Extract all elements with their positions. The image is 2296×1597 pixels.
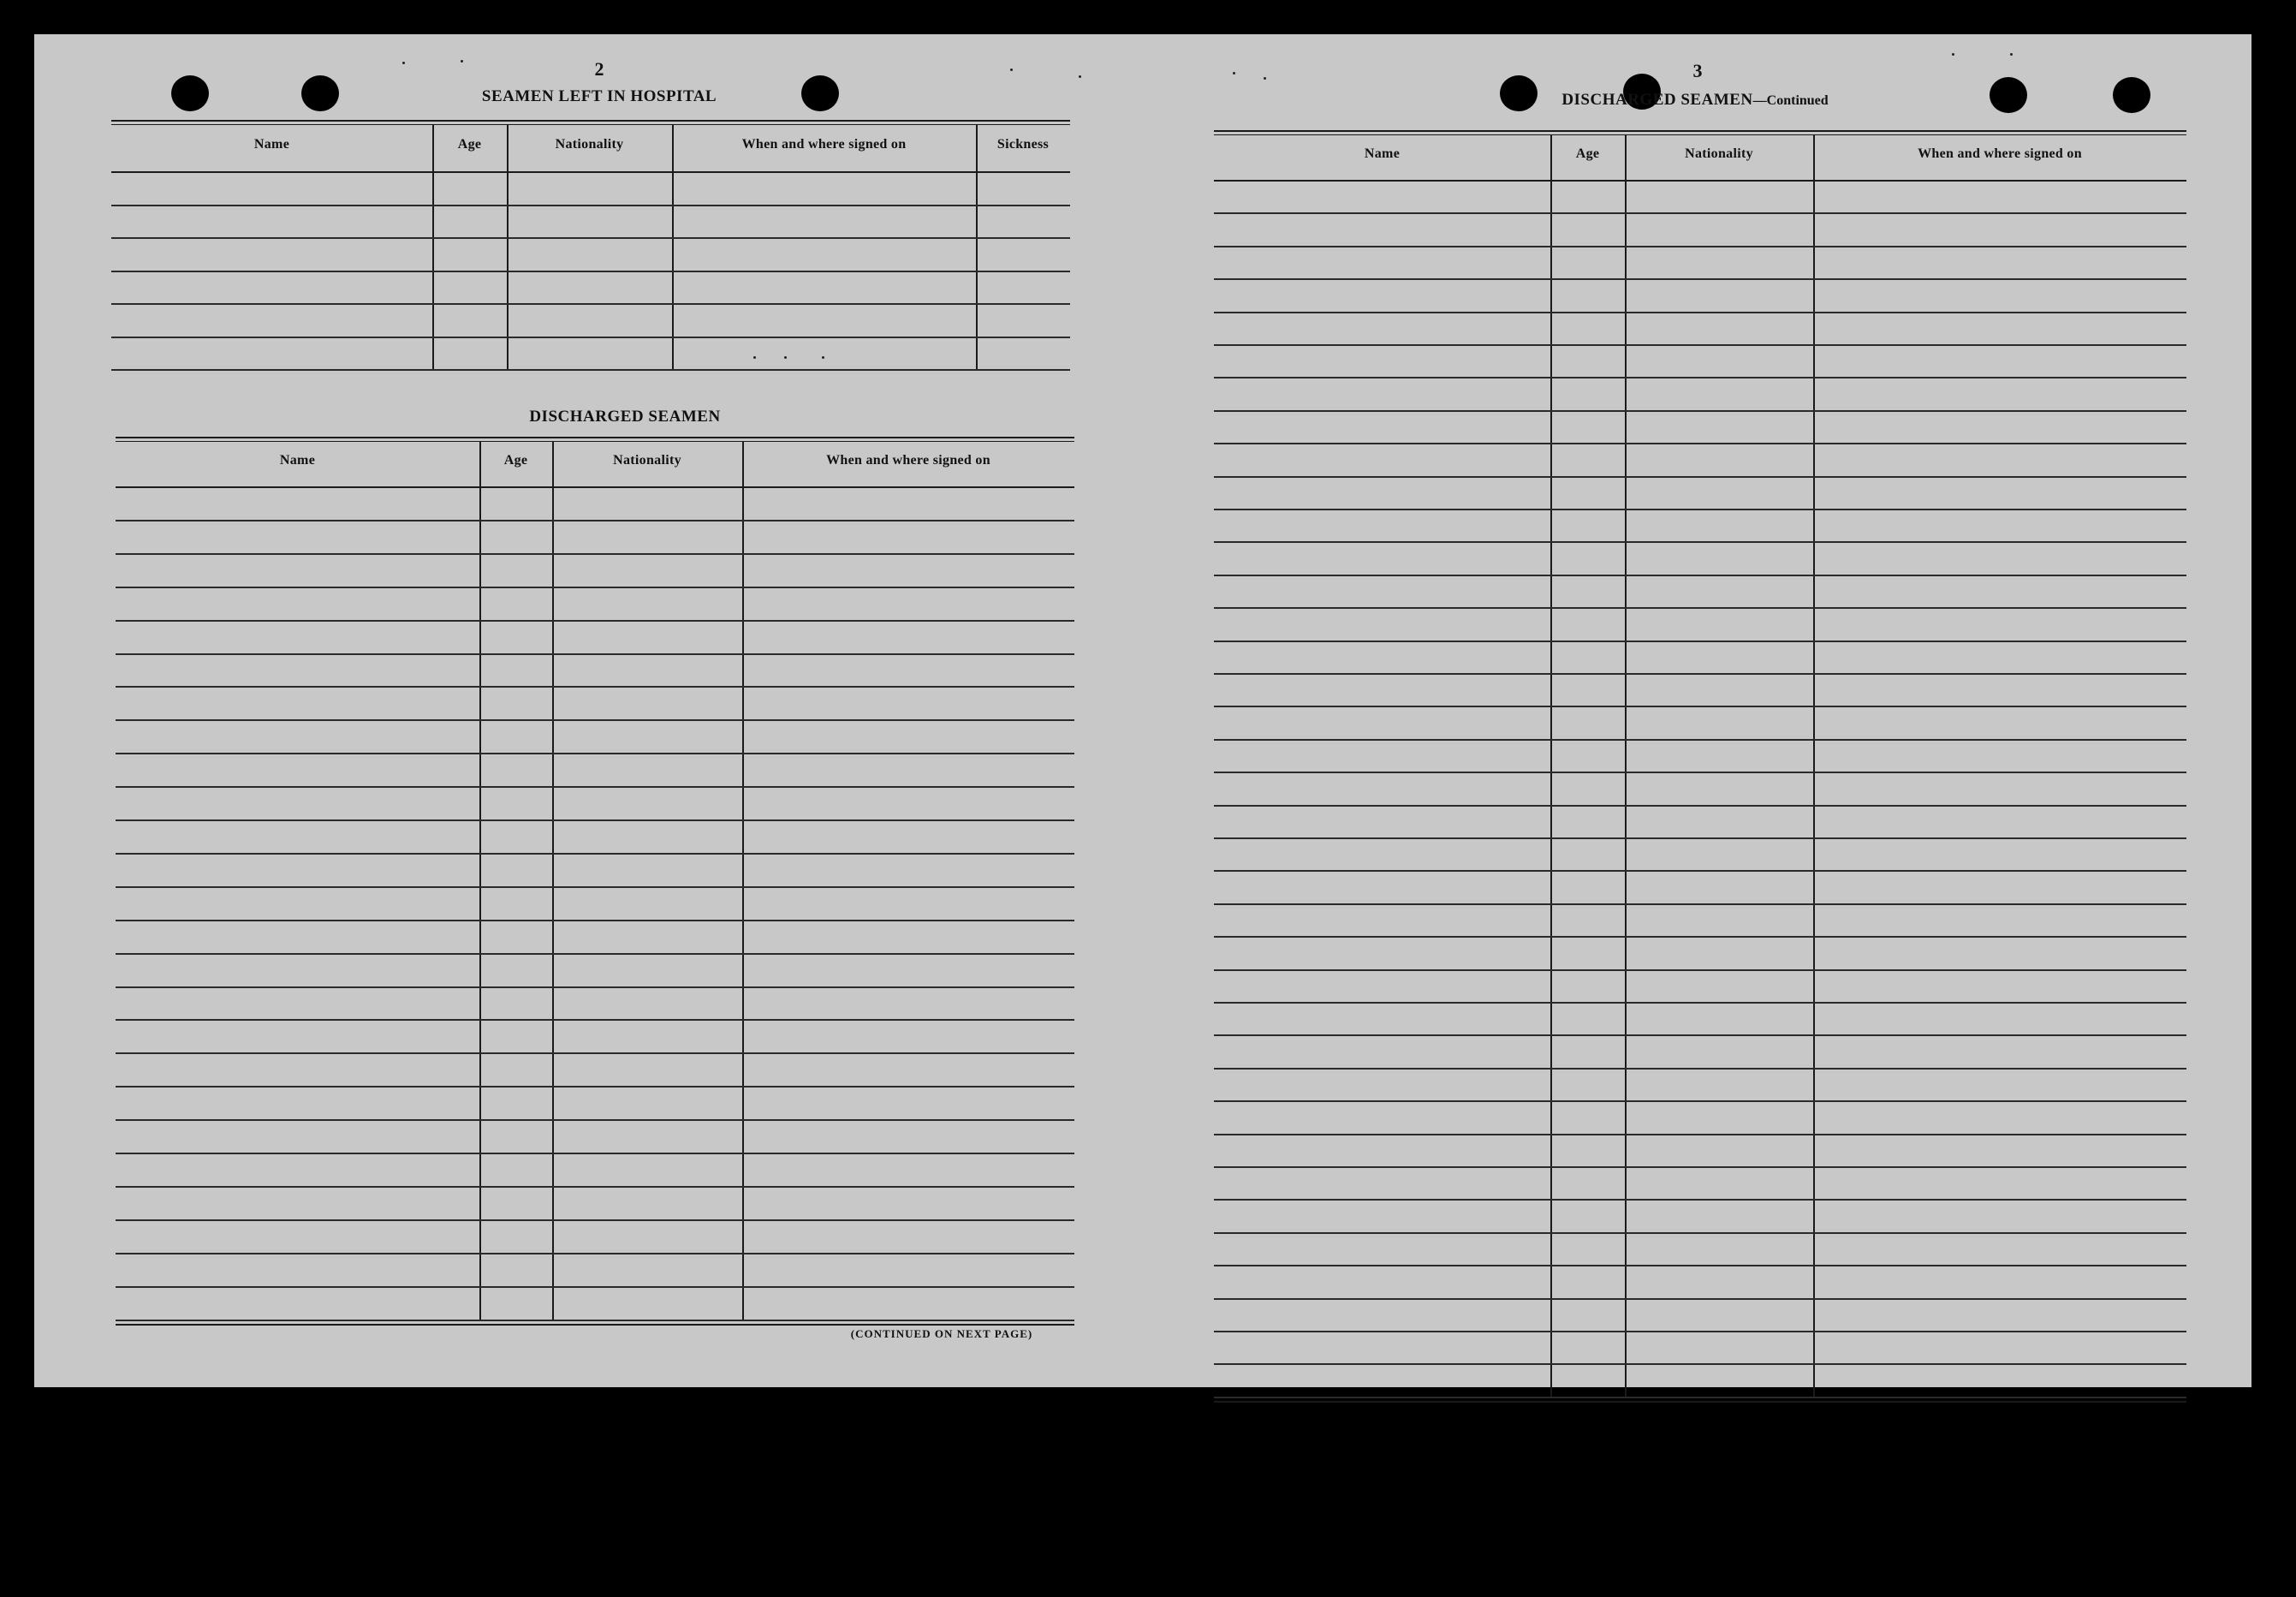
scan-speck (461, 60, 463, 63)
table-row (1214, 1363, 2186, 1365)
scan-speck (1010, 69, 1013, 71)
table-row (1214, 870, 2186, 872)
table-row (116, 553, 1074, 555)
table-row (1214, 1232, 2186, 1234)
page-number-left: 2 (594, 58, 604, 80)
scan-speck (1952, 53, 1954, 56)
table-row (116, 753, 1074, 754)
table-row (1214, 575, 2186, 576)
table-row (1214, 312, 2186, 313)
hospital-table (111, 120, 1070, 394)
table-row (116, 1086, 1074, 1088)
column-header-age: Age (503, 453, 528, 468)
table-row (111, 271, 1070, 272)
column-header-when-and-where-signed-on: When and where signed on (826, 453, 990, 468)
column-header-nationality: Nationality (613, 453, 681, 468)
scan-speck (2010, 53, 2013, 56)
table-bottom-rule (1214, 1401, 2186, 1403)
table-bottom-rule (116, 1324, 1074, 1326)
table-row (1214, 772, 2186, 773)
table-row (116, 986, 1074, 988)
scanned-form-sheet (34, 34, 2251, 1387)
table-row (1214, 673, 2186, 675)
table-row (116, 1052, 1074, 1054)
table-row (116, 620, 1074, 622)
punch-hole (2113, 77, 2150, 113)
table-row (116, 587, 1074, 588)
column-header-sickness: Sickness (996, 137, 1050, 152)
table-top-rule-inner (1214, 134, 2186, 135)
table-row (116, 853, 1074, 855)
table-row (1214, 969, 2186, 971)
table-row (116, 686, 1074, 688)
discharged-continued-heading-text: DISCHARGED SEAMEN (1561, 91, 1753, 109)
header-rule (1214, 180, 2186, 182)
discharged-continued-table (1214, 130, 2186, 1320)
discharged-section-heading: DISCHARGED SEAMEN (529, 408, 721, 426)
table-row (1214, 739, 2186, 741)
table-top-rule (1214, 130, 2186, 132)
table-row (116, 1320, 1074, 1321)
table-row (1214, 1002, 2186, 1004)
header-rule (111, 171, 1070, 173)
scan-speck (1264, 77, 1266, 80)
scan-speck (402, 62, 405, 64)
table-row (1214, 541, 2186, 543)
table-row (1214, 1199, 2186, 1201)
scan-speck (1079, 75, 1081, 78)
page-number-right: 3 (1692, 60, 1703, 81)
table-row (1214, 1397, 2186, 1398)
table-row (116, 786, 1074, 788)
table-row (1214, 1134, 2186, 1135)
column-divider (1625, 135, 1627, 1397)
table-row (1214, 936, 2186, 938)
table-row (1214, 1298, 2186, 1300)
column-divider (507, 125, 509, 369)
table-row (111, 337, 1070, 338)
column-divider (1550, 135, 1552, 1397)
scan-speck (1233, 72, 1235, 74)
column-header-nationality: Nationality (1685, 146, 1753, 161)
table-row (1214, 641, 2186, 642)
table-row (1214, 1100, 2186, 1102)
discharged-continued-heading (1455, 91, 1935, 110)
table-row (1214, 903, 2186, 905)
table-row (1214, 509, 2186, 510)
table-row (116, 1219, 1074, 1221)
column-header-when-and-where-signed-on: When and where signed on (741, 137, 907, 152)
table-row (1214, 1265, 2186, 1266)
table-row (1214, 443, 2186, 444)
header-rule (116, 486, 1074, 488)
table-top-rule (116, 437, 1074, 438)
table-row (116, 886, 1074, 888)
continued-suffix: —Continued (1752, 93, 1829, 108)
punch-hole (1990, 77, 2027, 113)
column-header-name: Name (1364, 146, 1401, 161)
punch-hole (171, 75, 209, 111)
table-row (1214, 476, 2186, 478)
table-row (1214, 837, 2186, 839)
table-row (116, 520, 1074, 521)
table-row (111, 303, 1070, 305)
table-row (116, 719, 1074, 721)
table-row (1214, 805, 2186, 807)
continued-on-next-page-note: (CONTINUED ON NEXT PAGE) (850, 1327, 1033, 1340)
column-header-name: Name (279, 453, 316, 468)
table-row (116, 1186, 1074, 1188)
table-row (1214, 1068, 2186, 1070)
table-row (1214, 1331, 2186, 1332)
column-header-nationality: Nationality (555, 137, 624, 152)
table-top-rule (111, 120, 1070, 122)
discharged-table (116, 437, 1074, 1344)
table-row (116, 1019, 1074, 1021)
column-header-age: Age (457, 137, 482, 152)
table-row (1214, 246, 2186, 247)
table-row (116, 1253, 1074, 1254)
table-row (116, 1119, 1074, 1121)
table-row (116, 819, 1074, 821)
column-header-when-and-where-signed-on: When and where signed on (1918, 146, 2082, 161)
table-row (111, 205, 1070, 206)
table-row (116, 1153, 1074, 1154)
table-row (111, 237, 1070, 239)
punch-hole (301, 75, 339, 111)
table-row (1214, 377, 2186, 378)
column-header-name: Name (253, 137, 290, 152)
table-row (1214, 278, 2186, 280)
column-header-age: Age (1575, 146, 1600, 161)
table-row (1214, 607, 2186, 609)
table-row (116, 953, 1074, 955)
table-row (116, 920, 1074, 921)
column-divider (1813, 135, 1815, 1397)
table-row (116, 1286, 1074, 1288)
table-row (116, 653, 1074, 655)
table-row (111, 369, 1070, 371)
table-row (1214, 344, 2186, 346)
table-row (1214, 212, 2186, 214)
hospital-section-heading: SEAMEN LEFT IN HOSPITAL (481, 87, 717, 105)
table-row (1214, 1034, 2186, 1036)
table-top-rule-inner (116, 441, 1074, 442)
table-top-rule-inner (111, 124, 1070, 125)
table-row (1214, 706, 2186, 707)
table-row (1214, 1166, 2186, 1168)
table-row (1214, 410, 2186, 412)
column-divider (432, 125, 434, 369)
column-divider (976, 125, 978, 369)
column-divider (672, 125, 674, 369)
